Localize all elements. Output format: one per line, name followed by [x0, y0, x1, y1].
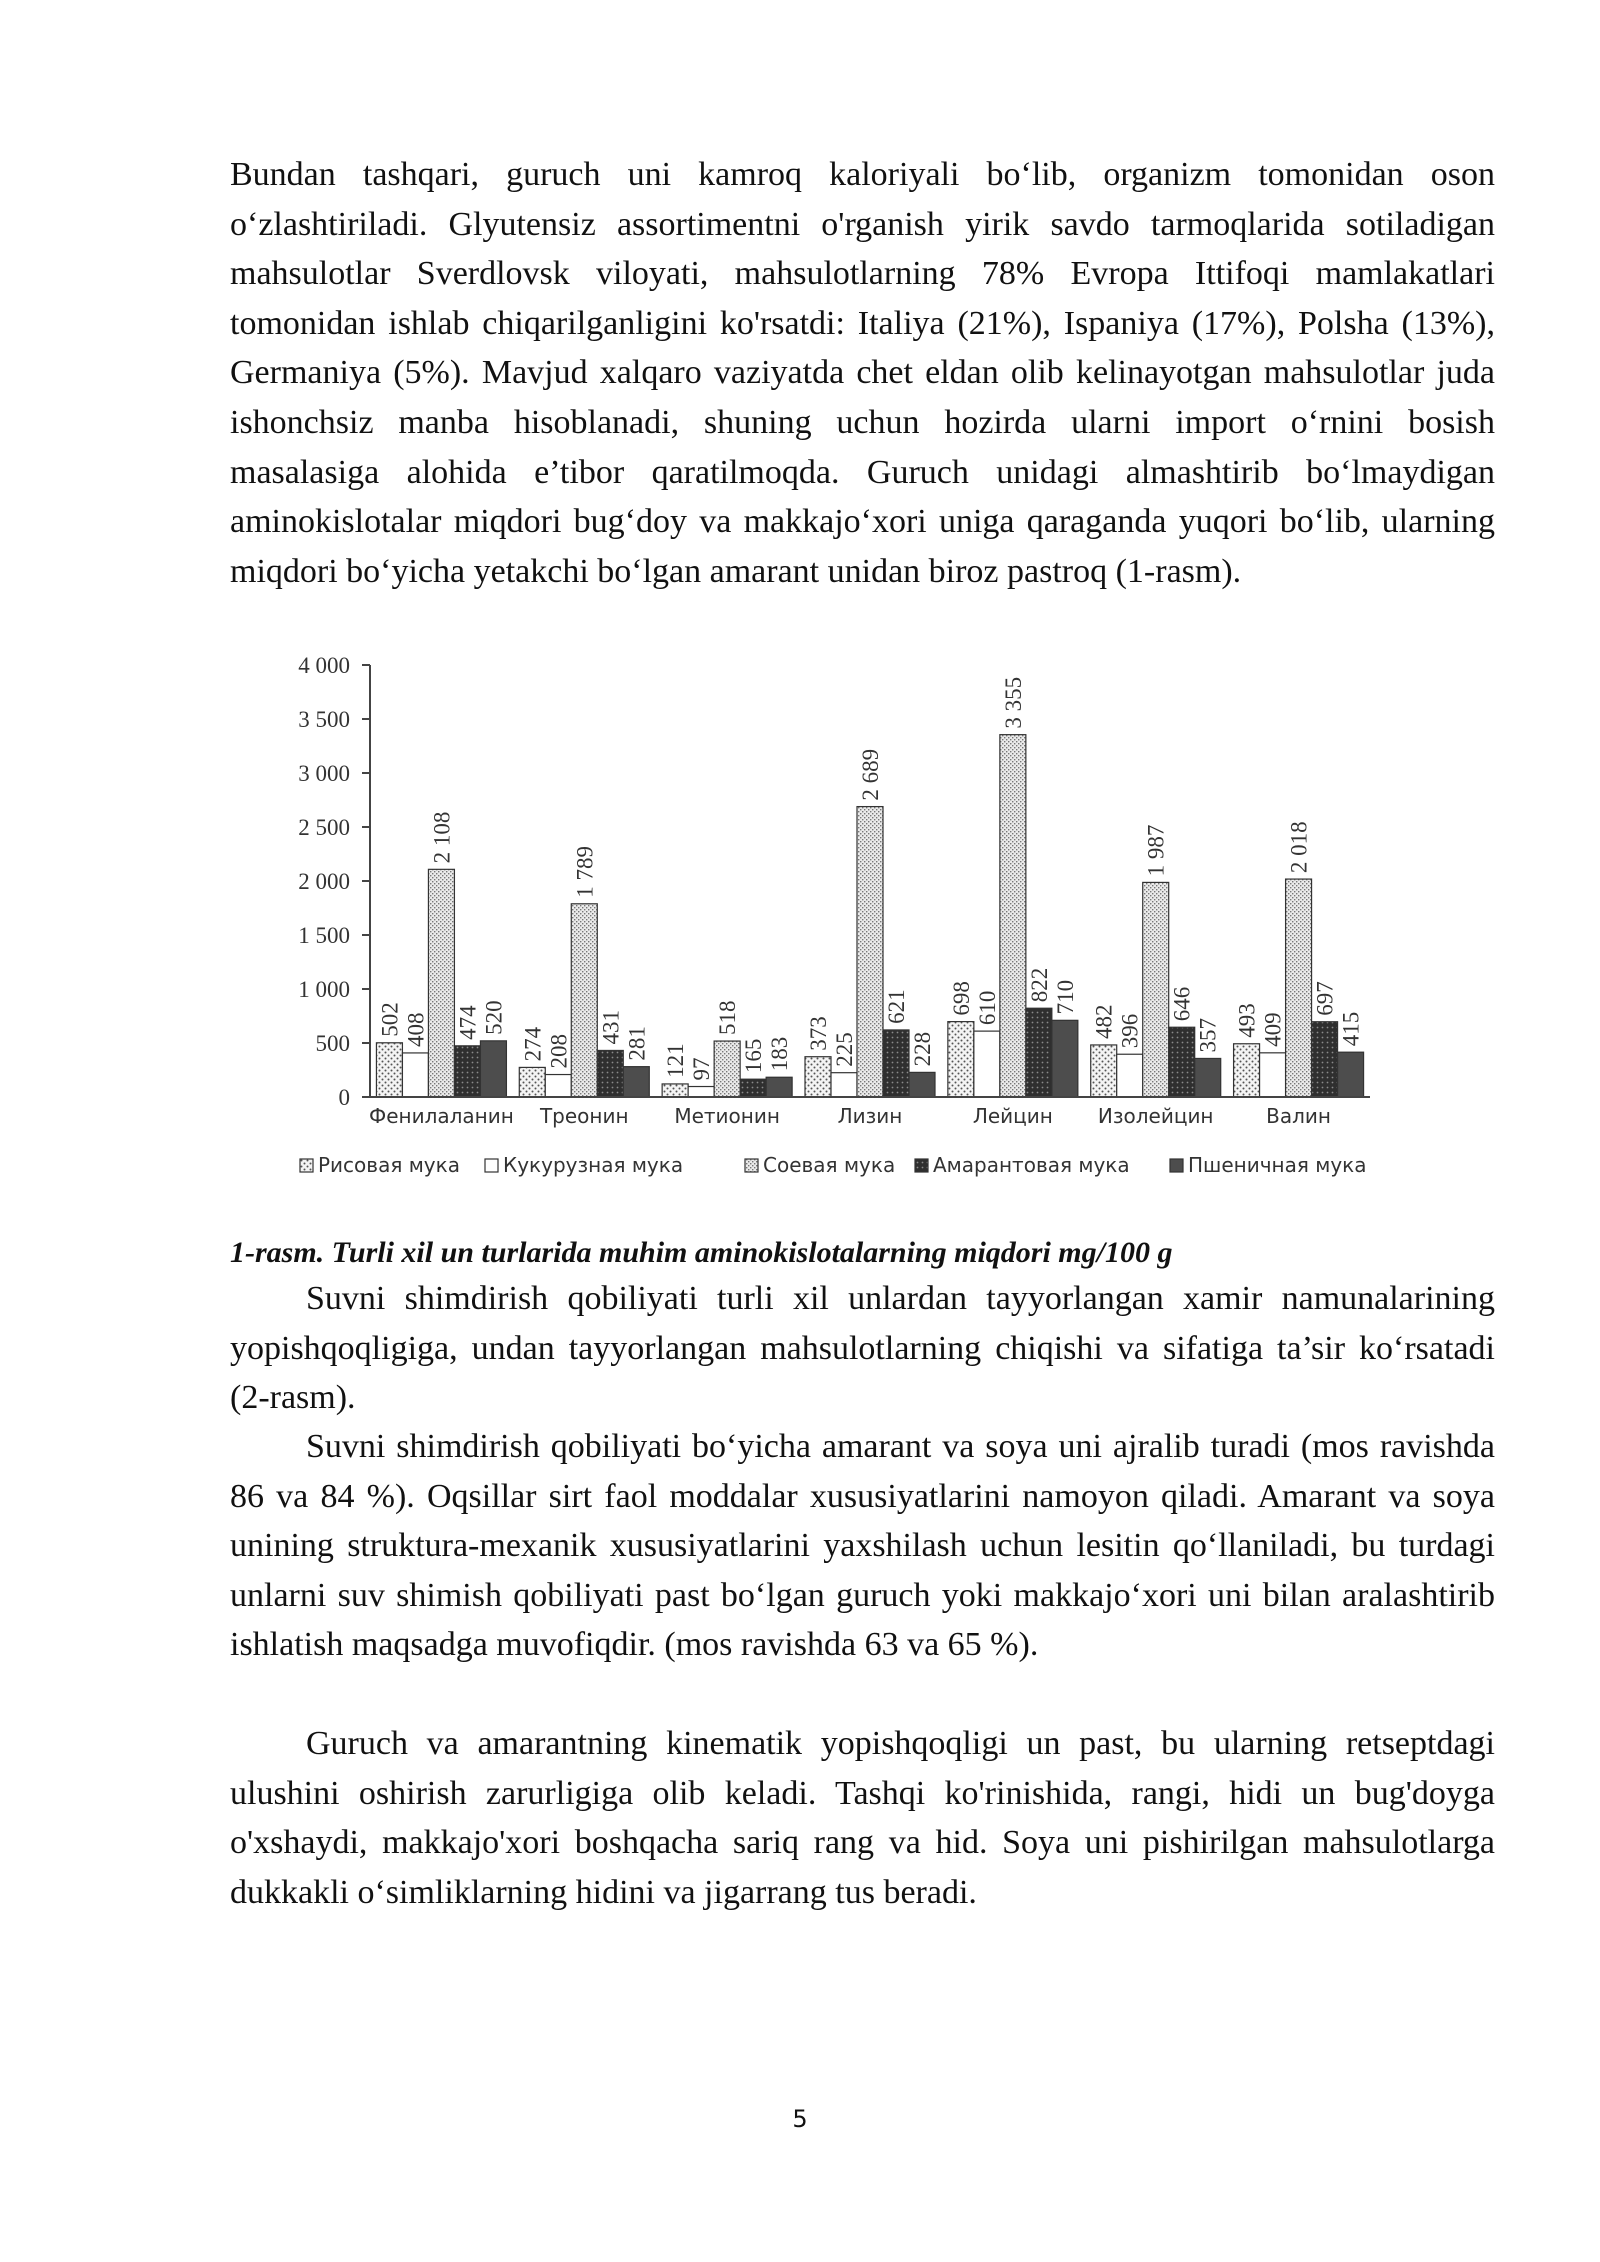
page-number: 5: [792, 2105, 808, 2133]
data-label: 2 108: [429, 811, 455, 864]
bar-rice: [805, 1057, 831, 1097]
data-label: 822: [1026, 967, 1052, 1003]
data-label: 621: [884, 989, 909, 1024]
data-label: 474: [455, 1005, 481, 1040]
bar-wheat: [623, 1067, 649, 1097]
bar-rice: [1091, 1045, 1117, 1097]
data-label: 357: [1195, 1017, 1221, 1053]
x-axis-labels: [369, 1104, 1331, 1128]
bar-amaranth: [883, 1030, 909, 1097]
chart-legend: [300, 1153, 1367, 1177]
legend-swatch: [1170, 1159, 1183, 1172]
data-label: 3 355: [1000, 676, 1026, 729]
legend-label: Рисовая мука: [318, 1153, 460, 1177]
y-tick-label: 3 500: [298, 707, 350, 732]
data-label: 697: [1312, 981, 1338, 1016]
data-label: 520: [481, 1000, 507, 1035]
bar-soy: [1143, 882, 1169, 1097]
legend-label: Кукурузная мука: [503, 1153, 684, 1177]
bar-amaranth: [740, 1079, 766, 1097]
data-label: 409: [1260, 1012, 1286, 1047]
bar-rice: [519, 1067, 545, 1097]
y-tick-label: 1 500: [298, 923, 350, 948]
bar-soy: [857, 807, 883, 1097]
x-category-label: Лизин: [837, 1104, 903, 1128]
data-label: 2 018: [1286, 821, 1312, 874]
x-category-label: Фенилаланин: [369, 1104, 514, 1128]
bar-soy: [1286, 879, 1312, 1097]
y-tick-label: 2 000: [298, 869, 350, 894]
data-label: 2 689: [858, 748, 883, 801]
y-tick-label: 2 500: [298, 815, 350, 840]
bar-corn: [545, 1075, 571, 1097]
data-label: 121: [663, 1043, 689, 1078]
data-label: 698: [948, 981, 974, 1016]
y-tick-label: 3 000: [298, 761, 350, 786]
x-category-label: Метионин: [674, 1104, 780, 1128]
paragraph-viscosity: Guruch va amarantning kinematik yopishqoqligi un past, bu ularning retseptdagi ulushini oshirish zarurligiga olib keladi. Tashqi ko'rinishida, rangi, hidi un bug'doyga o'xshaydi, makkajo'xori boshqacha sariq rang va hid. Soya uni pishirilgan mahsulotlarga dukkakli o‘simliklarning hidini va jigarrang tus beradi.: [230, 1725, 1495, 1911]
x-category-label: Треонин: [539, 1104, 629, 1128]
y-tick-label: 500: [315, 1031, 350, 1056]
legend-swatch: [300, 1159, 313, 1172]
bar-wheat: [766, 1077, 792, 1097]
bar-soy: [1000, 735, 1026, 1097]
amino-acid-bar-chart: [270, 655, 1390, 1215]
data-label: 183: [767, 1036, 793, 1072]
data-label: 502: [377, 1002, 403, 1037]
legend-label: Соевая мука: [763, 1153, 896, 1177]
paragraph-water-absorption: Suvni shimdirish qobiliyati turli xil unlardan tayyorlangan xamir namunalarining yopishqoqligiga, undan tayyorlangan mahsulotlarning chiqishi va sifatiga ta’sir ko‘rsatadi (2-rasm).: [230, 1280, 1495, 1417]
bar-soy: [714, 1041, 740, 1097]
bar-amaranth: [1312, 1022, 1338, 1097]
bar-amaranth: [1169, 1027, 1195, 1097]
y-axis-ticks: [298, 655, 370, 1110]
data-label: 646: [1169, 986, 1195, 1022]
y-tick-label: 4 000: [298, 655, 350, 678]
bar-corn: [402, 1053, 428, 1097]
y-tick-label: 0: [338, 1085, 350, 1110]
data-label: 710: [1052, 979, 1078, 1015]
data-label: 281: [624, 1026, 650, 1061]
bar-wheat: [1052, 1020, 1078, 1097]
bar-amaranth: [454, 1046, 480, 1097]
bar-corn: [831, 1073, 857, 1097]
data-label: 493: [1234, 1003, 1260, 1038]
data-label: 225: [832, 1032, 857, 1067]
paragraph-intro: Bundan tashqari, guruch uni kamroq kaloriyali bo‘lib, organizm tomonidan oson o‘zlashtiriladi. Glyutensiz assortimentni o'rganish yirik savdo tarmoqlarida sotiladigan mahsulotlar Sverdlovsk viloyati, mahsulotlarning 78% Evropa Ittifoqi mamlakatlari tomonidan ishlab chiqarilganligini ko'rsatdi: Italiya (21%), Ispaniya (17%), Polsha (13%), Germaniya (5%). Mavjud xalqaro vaziyatda chet eldan olib kelinayotgan mahsulotlar juda ishonchsiz manba hisoblanadi, shuning uchun hozirda ularni import o‘rnini bosish masalasiga alohida e’tibor qaratilmoqda. Guruch unidagi almashtirib bo‘lmaydigan aminokislotalar miqdori bug‘doy va makkajo‘xori uniga qaraganda yuqori bo‘lib, ularning miqdori bo‘yicha yetakchi bo‘lgan amarant unidan biroz pastroq (1-rasm).: [230, 156, 1495, 590]
bar-rice: [662, 1084, 688, 1097]
bar-amaranth: [1026, 1008, 1052, 1097]
legend-swatch: [745, 1159, 758, 1172]
bar-corn: [974, 1031, 1000, 1097]
figure-caption: 1-rasm. Turli xil un turlarida muhim aminokislotalarning miqdori mg/100 g: [230, 1236, 1173, 1269]
bar-wheat: [1338, 1052, 1364, 1097]
data-label: 518: [715, 1000, 741, 1036]
bar-corn: [1260, 1053, 1286, 1097]
data-label: 431: [598, 1009, 624, 1045]
bar-rice: [376, 1043, 402, 1097]
x-category-label: Валин: [1266, 1104, 1331, 1128]
data-label: 415: [1338, 1011, 1364, 1047]
bar-wheat: [909, 1072, 935, 1097]
data-label: 396: [1117, 1013, 1143, 1049]
x-category-label: Изолейцин: [1097, 1104, 1214, 1128]
data-label: 408: [403, 1012, 429, 1047]
bar-corn: [688, 1087, 714, 1097]
legend-label: Пшеничная мука: [1188, 1153, 1367, 1177]
bar-rice: [948, 1022, 974, 1097]
bar-amaranth: [597, 1050, 623, 1097]
bar-wheat: [1195, 1058, 1221, 1097]
legend-swatch: [915, 1159, 928, 1172]
paragraph-amaranth-soy: Suvni shimdirish qobiliyati bo‘yicha amarant va soya uni ajralib turadi (mos ravishda 86 va 84 %). Oqsillar sirt faol moddalar xususiyatlarini namoyon qiladi. Amarant va soya unining struktura-mexanik xususiyatlarini yaxshilash uchun lesitin qo‘llaniladi, bu turdagi unlarni suv shimish qobiliyati past bo‘lgan guruch yoki makkajo‘xori uni bilan aralashtirib ishlatish maqsadga muvofiqdir. (mos ravishda 63 va 65 %).: [230, 1428, 1495, 1664]
bar-soy: [428, 869, 454, 1097]
legend-label: Амарантовая мука: [933, 1153, 1130, 1177]
bar-wheat: [480, 1041, 506, 1097]
data-label: 208: [546, 1034, 572, 1069]
bar-rice: [1234, 1044, 1260, 1097]
data-label: 97: [689, 1057, 715, 1081]
data-label: 610: [974, 990, 1000, 1026]
bar-soy: [571, 904, 597, 1097]
data-label: 274: [520, 1026, 546, 1062]
data-label: 228: [910, 1031, 935, 1067]
data-label: 373: [806, 1016, 831, 1051]
y-tick-label: 1 000: [298, 977, 350, 1002]
data-label: 1 789: [572, 846, 598, 898]
data-label: 165: [741, 1038, 767, 1074]
bar-corn: [1117, 1054, 1143, 1097]
x-category-label: Лейцин: [972, 1104, 1053, 1128]
legend-swatch: [485, 1159, 498, 1172]
data-label: 1 987: [1143, 824, 1169, 877]
data-label: 482: [1091, 1004, 1117, 1039]
